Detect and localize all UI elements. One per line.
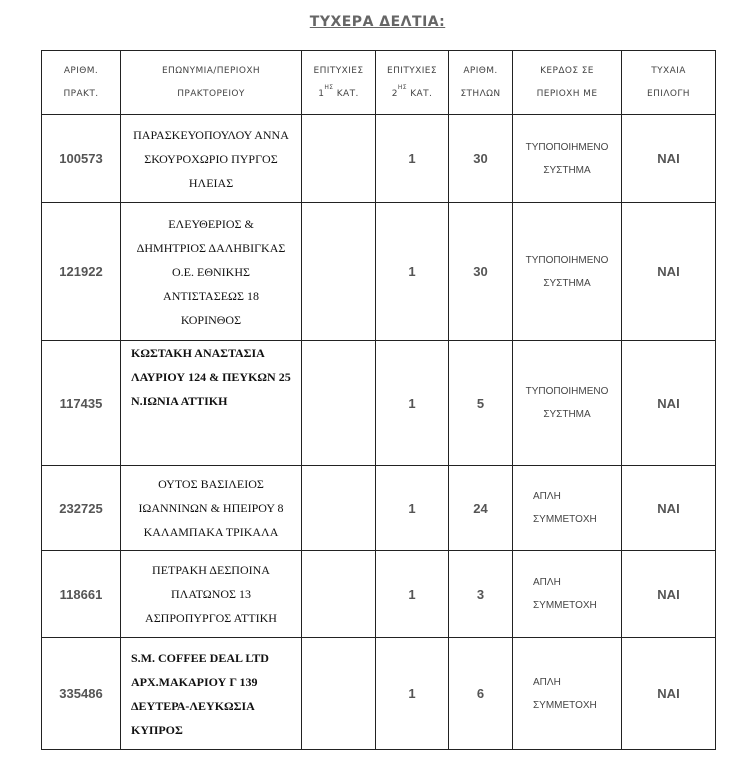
header-agency-code-line2: ΠΡΑΚΤ. [63,88,99,99]
header-prize-line1: ΚΕΡΔΟΣ ΣΕ [540,65,594,76]
header-cat1-line1: ΕΠΙΤΥΧΙΕΣ [313,65,364,76]
cat1-wins-cell [302,203,376,341]
table-row [42,341,716,466]
agency-code-cell: 121922 [42,203,121,341]
header-columns-line1: ΑΡΙΘΜ. [463,65,498,76]
agency-line: ΙΩΑΝΝΙΝΩΝ & ΗΠΕΙΡΟΥ 8 [138,501,284,515]
cat2-wins-cell: 1 [376,638,449,750]
quick-pick-cell: ΝΑΙ [622,638,716,750]
agency-line: ΚΥΠΡΟΣ [131,722,183,737]
agency-line: Ο.Ε. ΕΘΝΙΚΗΣ [172,264,250,279]
agency-line: ΟΥΤΟΣ ΒΑΣΙΛΕΙΟΣ [158,477,264,491]
agency-line: ΚΑΛΑΜΠΑΚΑ ΤΡΙΚΑΛΑ [143,525,279,539]
agency-line: ΚΩΣΤΑΚΗ ΑΝΑΣΤΑΣΙΑ [131,346,265,360]
agency-name-cell [121,551,302,638]
header-columns-line2: ΣΤΗΛΩΝ [460,88,501,99]
cat2-wins-cell: 1 [376,341,449,466]
header-cat1-rest: ΚΑΤ. [333,88,359,99]
agency-line: ΕΛΕΥΘΕΡΙΟΣ & [168,216,254,231]
agency-line: ΑΡΧ.ΜΑΚΑΡΙΟΥ Γ 139 [131,674,258,689]
prize-area-cell [513,551,622,638]
cat1-wins-cell [302,466,376,551]
cat2-wins-cell: 1 [376,115,449,203]
columns-count-cell: 5 [449,341,513,466]
agency-line: ΛΑΥΡΙΟΥ 124 & ΠΕΥΚΩΝ 25 [131,370,291,384]
header-cat2-wins [376,51,449,115]
header-agency-name [121,51,302,115]
cat2-wins-cell: 1 [376,466,449,551]
header-agency-code [42,51,121,115]
prize-area-cell [513,341,622,466]
page-title: ΤΥΧΕΡΑ ΔΕΛΤΙΑ: [309,14,446,30]
cat1-wins-cell [302,341,376,466]
header-agency-name-line2: ΠΡΑΚΤΟΡΕΙΟΥ [177,88,245,99]
prize-line: ΣΥΜΜΕΤΟΧΗ [533,514,597,525]
agency-line: ΠΑΡΑΣΚΕΥΟΠΟΥΛΟΥ ΑΝΝΑ [133,127,289,142]
prize-area-cell [513,115,622,203]
lucky-tickets-table [41,50,716,750]
agency-code-cell: 232725 [42,466,121,551]
prize-line: ΤΥΠΟΠΟΙΗΜΕΝΟ [525,254,609,266]
quick-pick-cell: ΝΑΙ [622,341,716,466]
table-row [42,203,716,341]
header-cat1-wins [302,51,376,115]
prize-line: ΑΠΛΗ [533,491,561,502]
header-agency-name-line1: ΕΠΩΝΥΜΙΑ/ΠΕΡΙΟΧΗ [161,65,261,76]
table-row [42,115,716,203]
quick-pick-cell: ΝΑΙ [622,551,716,638]
agency-line: ΠΛΑΤΩΝΟΣ 13 [170,587,252,601]
header-prize-line2: ΠΕΡΙΟΧΗ ΜΕ [536,88,598,99]
prize-area-cell [513,466,622,551]
prize-line: ΣΥΜΜΕΤΟΧΗ [533,699,597,711]
header-cat1-num: 1 [318,88,325,99]
agency-line: ΔΗΜΗΤΡΙΟΣ ΔΑΛΗΒΙΓΚΑΣ [136,240,286,255]
table-row [42,638,716,750]
prize-line: ΤΥΠΟΠΟΙΗΜΕΝΟ [525,141,609,153]
header-columns-count [449,51,513,115]
prize-line: ΣΥΣΤΗΜΑ [543,164,591,176]
agency-line: ΚΟΡΙΝΘΟΣ [180,312,242,327]
agency-line: ΑΣΠΡΟΠΥΡΓΟΣ ΑΤΤΙΚΗ [145,611,277,625]
header-quick-pick [622,51,716,115]
prize-area-cell [513,203,622,341]
header-cat1-sup: ΗΣ [324,83,334,91]
agency-line: S.M. COFFEE DEAL LTD [131,650,269,665]
header-cat1-line2 [302,83,375,106]
agency-name-cell [121,638,302,750]
header-cat2-num: 2 [391,88,398,99]
header-cat2-rest: ΚΑΤ. [406,88,433,99]
header-quick-line2: ΕΠΙΛΟΓΗ [647,88,690,99]
agency-line: ΑΝΤΙΣΤΑΣΕΩΣ 18 [163,288,259,303]
agency-name-cell [121,341,302,466]
cat1-wins-cell [302,638,376,750]
cat1-wins-cell [302,551,376,638]
prize-line: ΣΥΜΜΕΤΟΧΗ [533,600,597,611]
prize-line: ΑΠΛΗ [533,577,561,588]
agency-name-cell [121,466,302,551]
columns-count-cell: 30 [449,203,513,341]
header-row [42,51,716,115]
prize-line: ΤΥΠΟΠΟΙΗΜΕΝΟ [525,386,609,397]
header-prize-area [513,51,622,115]
header-cat2-line2 [376,83,448,106]
agency-name-cell [121,115,302,203]
columns-count-cell: 3 [449,551,513,638]
header-quick-line1: ΤΥΧΑΙΑ [651,65,686,76]
agency-code-cell: 335486 [42,638,121,750]
agency-line: ΔΕΥΤΕΡΑ-ΛΕΥΚΩΣΙΑ [131,698,255,713]
prize-line: ΑΠΛΗ [533,676,561,688]
prize-line: ΣΥΣΤΗΜΑ [543,409,591,420]
cat1-wins-cell [302,115,376,203]
agency-code-cell: 118661 [42,551,121,638]
agency-line: ΗΛΕΙΑΣ [188,175,234,190]
agency-code-cell: 117435 [42,341,121,466]
header-agency-code-line1: ΑΡΙΘΜ. [63,65,99,76]
prize-area-cell [513,638,622,750]
columns-count-cell: 30 [449,115,513,203]
quick-pick-cell: ΝΑΙ [622,203,716,341]
quick-pick-cell: ΝΑΙ [622,115,716,203]
agency-line: ΠΕΤΡΑΚΗ ΔΕΣΠΟΙΝΑ [152,563,270,577]
agency-line: ΣΚΟΥΡΟΧΩΡΙΟ ΠΥΡΓΟΣ [144,151,278,166]
header-cat2-line1: ΕΠΙΤΥΧΙΕΣ [387,65,437,76]
cat2-wins-cell: 1 [376,551,449,638]
columns-count-cell: 24 [449,466,513,551]
agency-line: Ν.ΙΩΝΙΑ ΑΤΤΙΚΗ [131,394,228,408]
header-cat2-sup: ΗΣ [397,83,407,91]
agency-code-cell: 100573 [42,115,121,203]
prize-line: ΣΥΣΤΗΜΑ [543,277,591,289]
table-row [42,466,716,551]
quick-pick-cell: ΝΑΙ [622,466,716,551]
agency-name-cell [121,203,302,341]
cat2-wins-cell: 1 [376,203,449,341]
columns-count-cell: 6 [449,638,513,750]
table-row [42,551,716,638]
